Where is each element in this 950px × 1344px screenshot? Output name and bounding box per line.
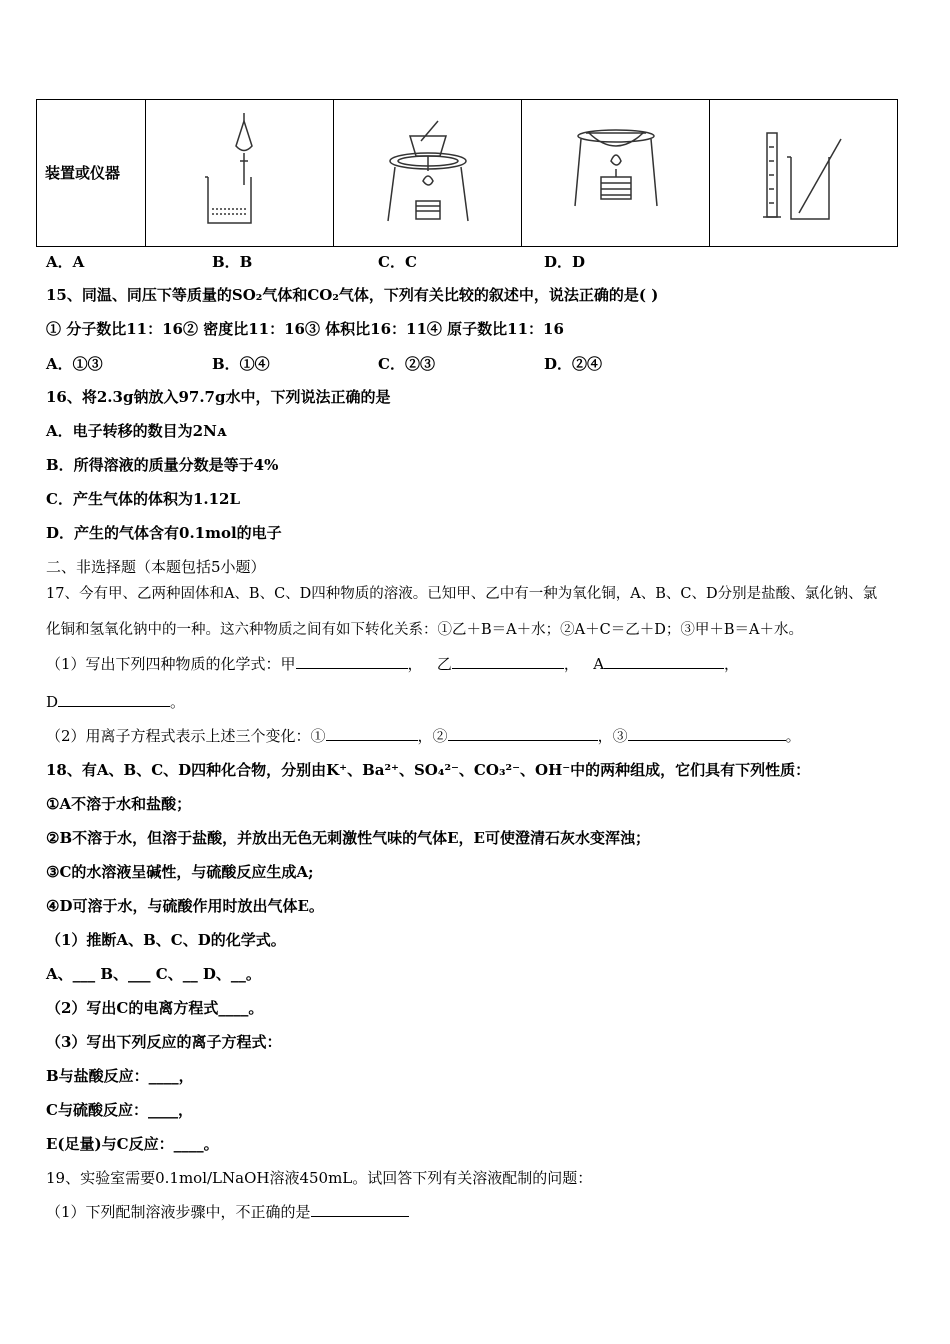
q14-option-c: C．C xyxy=(378,253,417,271)
q18-stem: 18、有A、B、C、D四种化合物，分别由K⁺、Ba²⁺、SO₄²⁻、CO₃²⁻、OH⁻中的两种组成，它们具有下列性质： xyxy=(46,761,811,779)
q17-line1: 17、今有甲、乙两种固体和A、B、C、D四种物质的溶液。已知甲、乙中有一种为氧化铜，A、B、C、D分别是盐酸、氯化钠、氯 xyxy=(46,586,878,602)
q16-option-a: A．电子转移的数目为2Nᴀ xyxy=(46,422,227,440)
q17-d-label: D xyxy=(46,693,59,711)
q14-option-b: B．B xyxy=(212,253,253,271)
apparatus-a-cell xyxy=(146,100,334,247)
apparatus-c-cell xyxy=(522,100,710,247)
q15-statements: ① 分子数比11：16② 密度比11：16③ 体积比16：11④ 原子数比11：16 xyxy=(46,320,564,338)
q15-option-d: D．②④ xyxy=(544,355,603,373)
q15-option-a: A．①③ xyxy=(46,355,103,373)
q14-option-d: D．D xyxy=(544,253,586,271)
q19-part1-text: （1）下列配制溶液步骤中，不正确的是 xyxy=(46,1203,311,1221)
q17-d-end: 。 xyxy=(170,693,186,711)
q17-comma-3: ，③ xyxy=(597,727,628,745)
apparatus-d-cell xyxy=(710,100,898,247)
q16-option-c: C．产生气体的体积为1.12L xyxy=(46,490,241,508)
answer-blank-eq1[interactable] xyxy=(326,726,418,741)
q18-reaction-1: B与盐酸反应：____， xyxy=(46,1067,194,1085)
separatory-funnel-icon xyxy=(195,111,285,231)
q15-stem: 15、同温、同压下等质量的SO₂气体和CO₂气体，下列有关比较的叙述中，说法正确的是( ) xyxy=(46,286,659,304)
funnel-tripod-icon xyxy=(383,111,473,231)
q18-part1: （1）推断A、B、C、D的化学式。 xyxy=(46,931,286,949)
q17-part2 xyxy=(46,726,801,746)
q18-statement-3: ③C的水溶液呈碱性，与硫酸反应生成A; xyxy=(46,863,314,881)
q18-part3: （3）写出下列反应的离子方程式： xyxy=(46,1033,282,1051)
answer-blank-eq3[interactable] xyxy=(628,726,786,741)
answer-blank-a[interactable] xyxy=(604,654,724,669)
apparatus-label: 装置或仪器 xyxy=(37,100,146,247)
q18-statement-2: ②B不溶于水，但溶于盐酸，并放出无色无刺激性气味的气体E，E可使澄清石灰水变浑浊； xyxy=(46,829,650,847)
q18-statement-4: ④D可溶于水，与硫酸作用时放出气体E。 xyxy=(46,897,324,915)
q17-part1-prefix: （1）写出下列四种物质的化学式：甲 xyxy=(46,655,296,673)
q17-a-label: A xyxy=(593,655,605,673)
section-heading: 二、非选择题（本题包括5小题） xyxy=(46,558,266,576)
answer-blank-jia[interactable] xyxy=(296,654,408,669)
q17-part1-d xyxy=(46,692,185,712)
apparatus-table xyxy=(36,99,898,247)
q17-comma-2: ，② xyxy=(417,727,448,745)
q15-option-b: B．①④ xyxy=(212,355,270,373)
q19-part1 xyxy=(46,1202,409,1222)
q17-yi-label: 乙 xyxy=(436,655,452,673)
q18-reaction-2: C与硫酸反应：____， xyxy=(46,1101,193,1119)
q17-part2-end: 。 xyxy=(785,727,801,745)
q19-stem: 19、实验室需要0.1mol/LNaOH溶液450mL。试回答下列有关溶液配制的问题： xyxy=(46,1169,593,1187)
answer-blank-d[interactable] xyxy=(58,692,170,707)
q18-reaction-3: E(足量)与C反应：____。 xyxy=(46,1135,219,1153)
q17-part1: （1）写出下列四种物质的化学式：甲 ， 乙 ， A ， xyxy=(46,655,740,673)
answer-blank-yi[interactable] xyxy=(452,654,564,669)
q16-option-b: B．所得溶液的质量分数是等于4% xyxy=(46,456,279,474)
answer-blank-q19[interactable] xyxy=(311,1202,409,1217)
q15-option-c: C．②③ xyxy=(378,355,435,373)
q14-option-a: A．A xyxy=(46,253,85,271)
evaporating-dish-icon xyxy=(571,111,661,231)
q18-part2: （2）写出C的电离方程式____。 xyxy=(46,999,264,1017)
q18-statement-1: ①A不溶于水和盐酸； xyxy=(46,795,192,813)
q18-part1-answers: A、___ B、___ C、__ D、__。 xyxy=(46,965,261,983)
q17-line2: 化铜和氢氧化钠中的一种。这六种物质之间有如下转化关系：①乙＋B＝A＋水；②A＋C＝乙＋D；③甲＋B＝A＋水。 xyxy=(46,622,803,638)
q16-option-d: D．产生的气体含有0.1mol的电子 xyxy=(46,524,282,542)
apparatus-b-cell xyxy=(334,100,522,247)
graduated-cylinder-icon xyxy=(759,111,849,231)
q17-part2-prefix: （2）用离子方程式表示上述三个变化：① xyxy=(46,727,326,745)
q16-stem: 16、将2.3g钠放入97.7g水中，下列说法正确的是 xyxy=(46,388,391,406)
answer-blank-eq2[interactable] xyxy=(448,726,598,741)
